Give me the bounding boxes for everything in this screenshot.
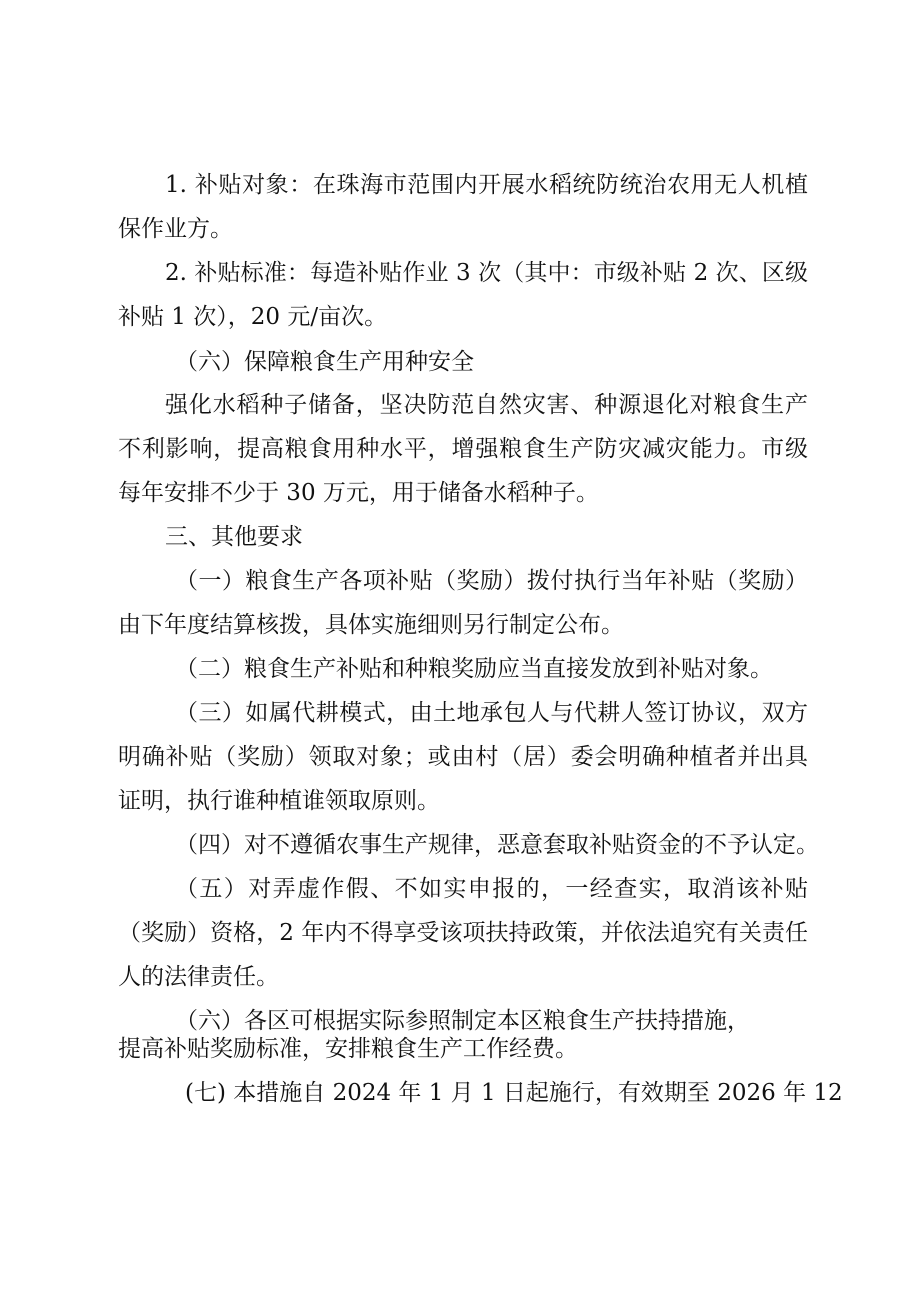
req-3-line-2: 明确补贴（奖励）领取对象；或由村（居）委会明确种植者并出具 (118, 744, 808, 770)
req-3-line-1: （三）如属代耕模式，由土地承包人与代耕人签订协议，双方 (175, 700, 808, 726)
req-3-line-3: 证明，执行谁种植谁领取原则。 (118, 788, 440, 814)
req-5-line-2: （奖励）资格，2 年内不得享受该项扶持政策，并依法追究有关责任 (118, 920, 808, 946)
section-6-body-line-3: 每年安排不少于 30 万元，用于储备水稻种子。 (118, 480, 599, 506)
item-2-line-1: 2. 补贴标准：每造补贴作业 3 次（其中：市级补贴 2 次、区级 (165, 260, 808, 286)
item-1-line-2: 保作业方。 (118, 216, 233, 242)
req-4-line-1: （四）对不遵循农事生产规律，恶意套取补贴资金的不予认定。 (175, 832, 819, 858)
req-5-line-1: （五）对弄虚作假、不如实申报的，一经查实，取消该补贴 (175, 876, 808, 902)
req-5-line-3: 人的法律责任。 (118, 964, 279, 990)
section-6-heading: （六）保障粮食生产用种安全 (175, 349, 474, 375)
section-6-body-line-2: 不利影响，提高粮食用种水平，增强粮食生产防灾减灾能力。市级 (118, 436, 808, 462)
req-6-line-2: 提高补贴奖励标准，安排粮食生产工作经费。 (118, 1036, 578, 1062)
req-2-line-1: （二）粮食生产补贴和种粮奖励应当直接发放到补贴对象。 (175, 656, 773, 682)
item-2-line-2: 补贴 1 次），20 元/亩次。 (118, 304, 388, 330)
part-3-heading: 三、其他要求 (165, 524, 303, 550)
req-1-line-2: 由下年度结算核拨，具体实施细则另行制定公布。 (118, 612, 624, 638)
item-1-line-1: 1. 补贴对象：在珠海市范围内开展水稻统防统治农用无人机植 (165, 172, 808, 198)
req-7-line-1: (七) 本措施自 2024 年 1 月 1 日起施行，有效期至 2026 年 12 (185, 1080, 843, 1106)
section-6-body-line-1: 强化水稻种子储备，坚决防范自然灾害、种源退化对粮食生产 (165, 392, 808, 418)
req-1-line-1: （一）粮食生产各项补贴（奖励）拨付执行当年补贴（奖励） (175, 568, 808, 594)
req-6-line-1: （六）各区可根据实际参照制定本区粮食生产扶持措施， (175, 1008, 750, 1034)
